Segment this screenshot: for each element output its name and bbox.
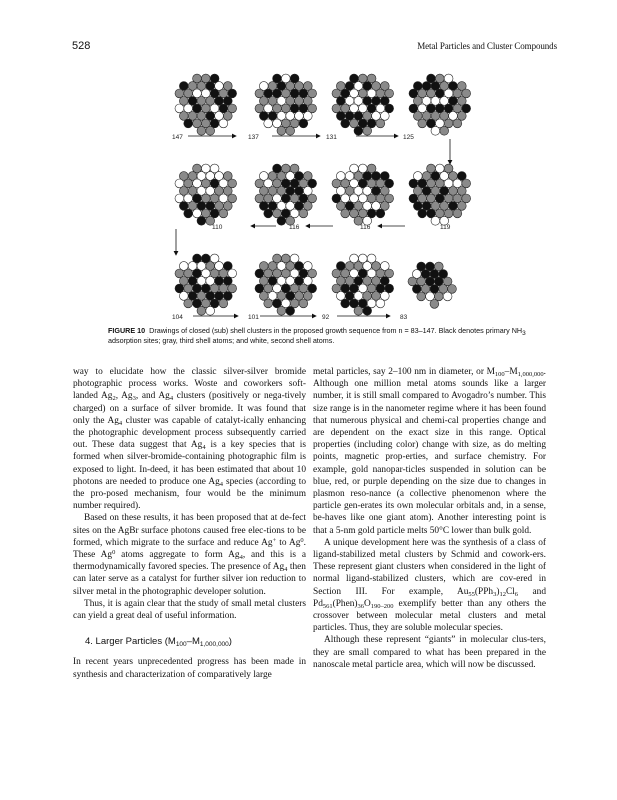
left-paragraph-1: way to elucidate how the classic silver-silver bromide photographic process works. Woste and coworkers soft-landed $Ag_2$, $Ag_3$, and $Ag_4$ clusters (positively or nega-tively charged) on a surface of silver bromide. It was found that only the $Ag_4$ cluster was capable of catalyt-ically enhancing the photographic development process subsequently carried out. These data suggest that $Ag_4$ is a key species that is formed when silver-bromide-containing photographic film is exposed to light. In-deed, it has been estimated that about 10 photons are needed to produce one $Ag_4$ species (according to the pro-posed mechanism, four would be the minimum number required). (73, 367, 306, 512)
cluster-110 (175, 164, 237, 225)
atom (219, 209, 228, 218)
cluster-116b (332, 164, 394, 225)
running-title: Metal Particles and Cluster Compounds (417, 41, 557, 51)
atom (286, 126, 295, 135)
atom (264, 209, 273, 218)
right-paragraph-1: metal particles, say 2–100 nm in diameter, or $M_{100}-M_{1,000,000}$. Although one million metal atoms sounds like a larger number, it is still small compared to Avogadro’s number. This size range is in the nanometer regime where it has been found that numerous physical and chemi-cal properties change and are dependent on the exact size in this range. Optical properties (including color) change with size, as do melting points, magnetic prop-erties, and surface chemistry. For example, gold nanopar-ticles suspended in solution can be blue, red, or purple depending on the size due to changes in plasmon reso-nance (a collective phenomenon where the particle gen-erates its own molecular orbitals and, in a sense, be-haves like one giant atom). Another interesting point is that a 5-nm gold particle melts 50°C lower than bulk gold. (313, 367, 546, 536)
atom (184, 299, 193, 308)
atom (453, 209, 462, 218)
atom (299, 209, 308, 218)
atom (197, 126, 206, 135)
right-paragraph-2: A unique development here was the synthesis of a class of ligand-stabilized metal clusters by Schmid and cowork-ers. These represent giant clusters when considered in the light of normal ligand-stabilized clusters, which are cov-ered in Section III. For example, $Au_{55}(PPh_3)_{12}Cl_6$ and $Pd_{561}(Phen)_{36}O_{190-200}$ exemplify better than any others the crossover between molecular metal clusters and metal particles. Thus, they are soluble molecular species. (313, 537, 546, 634)
atom (197, 306, 206, 315)
atom (363, 126, 372, 135)
label-116b: 116 (360, 224, 371, 231)
left-paragraph-4: In recent years unprecedented progress has been made in synthesis and characterization of comparatively large (73, 657, 306, 680)
caption-text-2: adsorption sites; gray, third shell atoms; and white, second shell atoms. (108, 336, 335, 345)
left-paragraph-3: Thus, it is again clear that the study of small metal clusters can yield a great deal of useful information. (73, 598, 306, 622)
atom (354, 306, 363, 315)
cluster-147 (175, 74, 237, 135)
caption-text-1: Drawings of closed (sub) shell clusters in the proposed growth sequence from n = 83–147. Black denotes primary NH (149, 326, 523, 335)
label-137: 137 (248, 134, 259, 141)
left-paragraph-2: Based on these results, it has been proposed that at de-fect sites on the AgBr surface photons caused free elec-tions to be formed, which migrate to the surface and reduce Ag+ to Ag$^0$. These Ag$^0$ atoms aggregate to form $Ag_4$, and this is a thermodynamically favored species. The presence of $Ag_4$ then can later serve as a catalyst for further silver ion reduction to silver metal in the photographic developer solution. (73, 513, 306, 597)
label-104: 104 (172, 314, 183, 321)
right-paragraph-3: Although these represent “giants” in molecular clus-ters, they are small compared to what has been prepared in the nanoscale metal particle area, which will now be discussed. (313, 635, 546, 670)
cluster-125 (409, 74, 471, 135)
label-147: 147 (172, 134, 183, 141)
atom (341, 209, 350, 218)
atom (286, 306, 295, 315)
caption-sub: 3 (522, 330, 526, 337)
atom (418, 119, 427, 128)
atom (431, 126, 440, 135)
atom (277, 126, 286, 135)
atom (206, 306, 215, 315)
left-column (73, 366, 306, 681)
label-119: 119 (440, 224, 451, 231)
atom (299, 119, 308, 128)
atom (417, 292, 426, 301)
cluster-92 (332, 254, 394, 315)
atom (299, 299, 308, 308)
cluster-116a (255, 164, 317, 225)
page-number: 528 (72, 40, 91, 52)
label-110: 110 (212, 224, 223, 231)
atom (453, 119, 462, 128)
label-101: 101 (248, 314, 259, 321)
atom (206, 126, 215, 135)
atom (376, 209, 385, 218)
cluster-101 (255, 254, 317, 315)
atom (431, 216, 440, 225)
atom (376, 299, 385, 308)
atom (277, 306, 286, 315)
figure-caption (108, 326, 548, 346)
cluster-137 (255, 74, 317, 135)
cluster-119 (409, 164, 471, 225)
atom (197, 216, 206, 225)
atom (341, 299, 350, 308)
cluster-104 (175, 254, 237, 315)
label-125: 125 (403, 134, 414, 141)
atom (184, 209, 193, 218)
label-92: 92 (322, 314, 330, 321)
atom (440, 126, 449, 135)
cluster-figure (0, 0, 617, 325)
atom (443, 292, 452, 301)
atom (184, 119, 193, 128)
atom (277, 216, 286, 225)
label-131: 131 (326, 134, 337, 141)
atom (219, 119, 228, 128)
caption-label: FIGURE 10 (108, 326, 146, 335)
cluster-131 (332, 74, 394, 135)
atom (354, 126, 363, 135)
cluster-83 (408, 262, 456, 308)
atom (264, 119, 273, 128)
atom (430, 300, 439, 309)
section-heading: 4. Larger Particles $(M_{100}-M_{1,000,000})$ (85, 636, 232, 649)
atom (219, 299, 228, 308)
atom (363, 306, 372, 315)
atom (341, 119, 350, 128)
label-83: 83 (400, 314, 408, 321)
label-116a: 116 (289, 224, 300, 231)
right-column (313, 366, 546, 671)
atom (376, 119, 385, 128)
atom (264, 299, 273, 308)
atom (418, 209, 427, 218)
